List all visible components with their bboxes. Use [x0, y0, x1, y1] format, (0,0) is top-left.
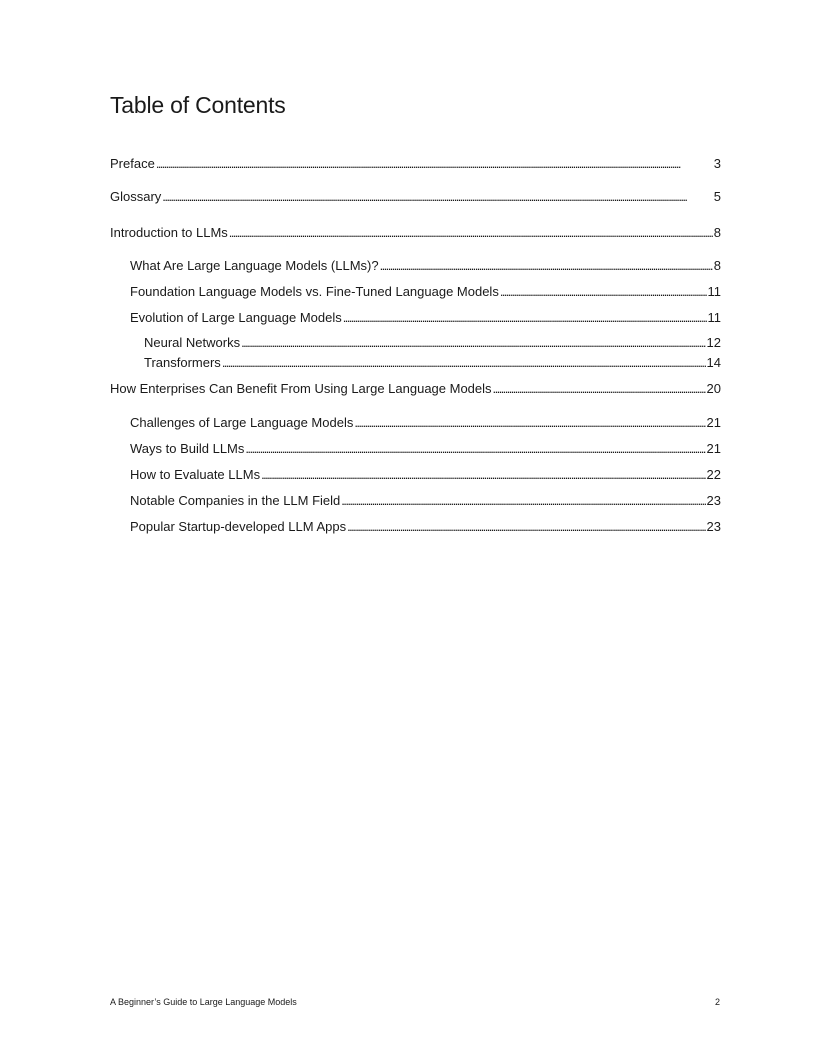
- dot-leader: [162, 189, 712, 205]
- toc-page-number: 14: [706, 355, 721, 370]
- dot-leader: [380, 258, 713, 274]
- toc-entry-popular-startup-apps[interactable]: [130, 519, 721, 535]
- toc-entry-label: How to Evaluate LLMs: [130, 467, 261, 482]
- toc-entry-challenges[interactable]: [130, 415, 721, 431]
- dot-leader: [354, 415, 705, 431]
- dot-leader: [222, 355, 706, 371]
- toc-page-number: 12: [706, 335, 721, 350]
- toc-page-number: 11: [707, 310, 721, 325]
- dot-leader: [343, 310, 707, 326]
- toc-entry-introduction[interactable]: [110, 225, 721, 241]
- toc-entry-label: Preface: [110, 156, 155, 171]
- page-title: Table of Contents: [110, 92, 286, 118]
- toc-page-number: 3: [713, 156, 721, 171]
- toc-page-number: 5: [713, 189, 721, 204]
- toc-entry-label: Transformers: [144, 355, 221, 370]
- toc-entry-label: Popular Startup-developed LLM Apps: [130, 519, 347, 534]
- toc-page-number: 21: [706, 415, 721, 430]
- toc-entry-label: Introduction to LLMs: [110, 225, 228, 240]
- toc-entry-what-are-llms[interactable]: [130, 258, 721, 274]
- toc-page-number: 23: [706, 493, 721, 508]
- toc-entry-foundation-vs-fine-tuned[interactable]: [130, 284, 721, 300]
- dot-leader: [156, 156, 713, 172]
- toc-entry-label: How Enterprises Can Benefit From Using Large Language Models: [110, 381, 492, 396]
- dot-leader: [341, 493, 705, 509]
- dot-leader: [245, 441, 705, 457]
- toc-page-number: 8: [713, 225, 721, 240]
- toc-entry-label: Ways to Build LLMs: [130, 441, 245, 456]
- toc-page-number: 22: [706, 467, 721, 482]
- toc-page-number: 20: [706, 381, 721, 396]
- footer-page-number: 2: [714, 997, 720, 1007]
- dot-leader: [500, 284, 707, 300]
- toc-entry-glossary[interactable]: [110, 189, 721, 205]
- toc-entry-label: Notable Companies in the LLM Field: [130, 493, 341, 508]
- toc-entry-neural-networks[interactable]: [144, 335, 721, 351]
- toc-page-number: 23: [706, 519, 721, 534]
- toc-entry-evolution[interactable]: [130, 310, 721, 326]
- dot-leader: [241, 335, 705, 351]
- toc-entry-preface[interactable]: [110, 156, 721, 172]
- toc-entry-label: Challenges of Large Language Models: [130, 415, 354, 430]
- footer-document-title: A Beginner’s Guide to Large Language Models: [110, 997, 297, 1007]
- page-footer: [110, 997, 720, 1011]
- dot-leader: [229, 225, 713, 241]
- toc-entry-label: What Are Large Language Models (LLMs)?: [130, 258, 379, 273]
- toc-page-number: 8: [713, 258, 721, 273]
- toc-entry-transformers[interactable]: [144, 355, 721, 371]
- toc-entry-label: Glossary: [110, 189, 162, 204]
- toc-entry-how-to-evaluate[interactable]: [130, 467, 721, 483]
- dot-leader: [493, 381, 706, 397]
- toc-entry-label: Foundation Language Models vs. Fine-Tuned Language Models: [130, 284, 499, 299]
- toc-entry-ways-to-build[interactable]: [130, 441, 721, 457]
- dot-leader: [261, 467, 705, 483]
- toc-page-number: 21: [706, 441, 721, 456]
- toc-entry-enterprises-benefit[interactable]: [110, 381, 721, 397]
- toc-page-number: 11: [707, 284, 721, 299]
- dot-leader: [347, 519, 705, 535]
- toc-entry-label: Neural Networks: [144, 335, 241, 350]
- toc-entry-notable-companies[interactable]: [130, 493, 721, 509]
- toc-entry-label: Evolution of Large Language Models: [130, 310, 342, 325]
